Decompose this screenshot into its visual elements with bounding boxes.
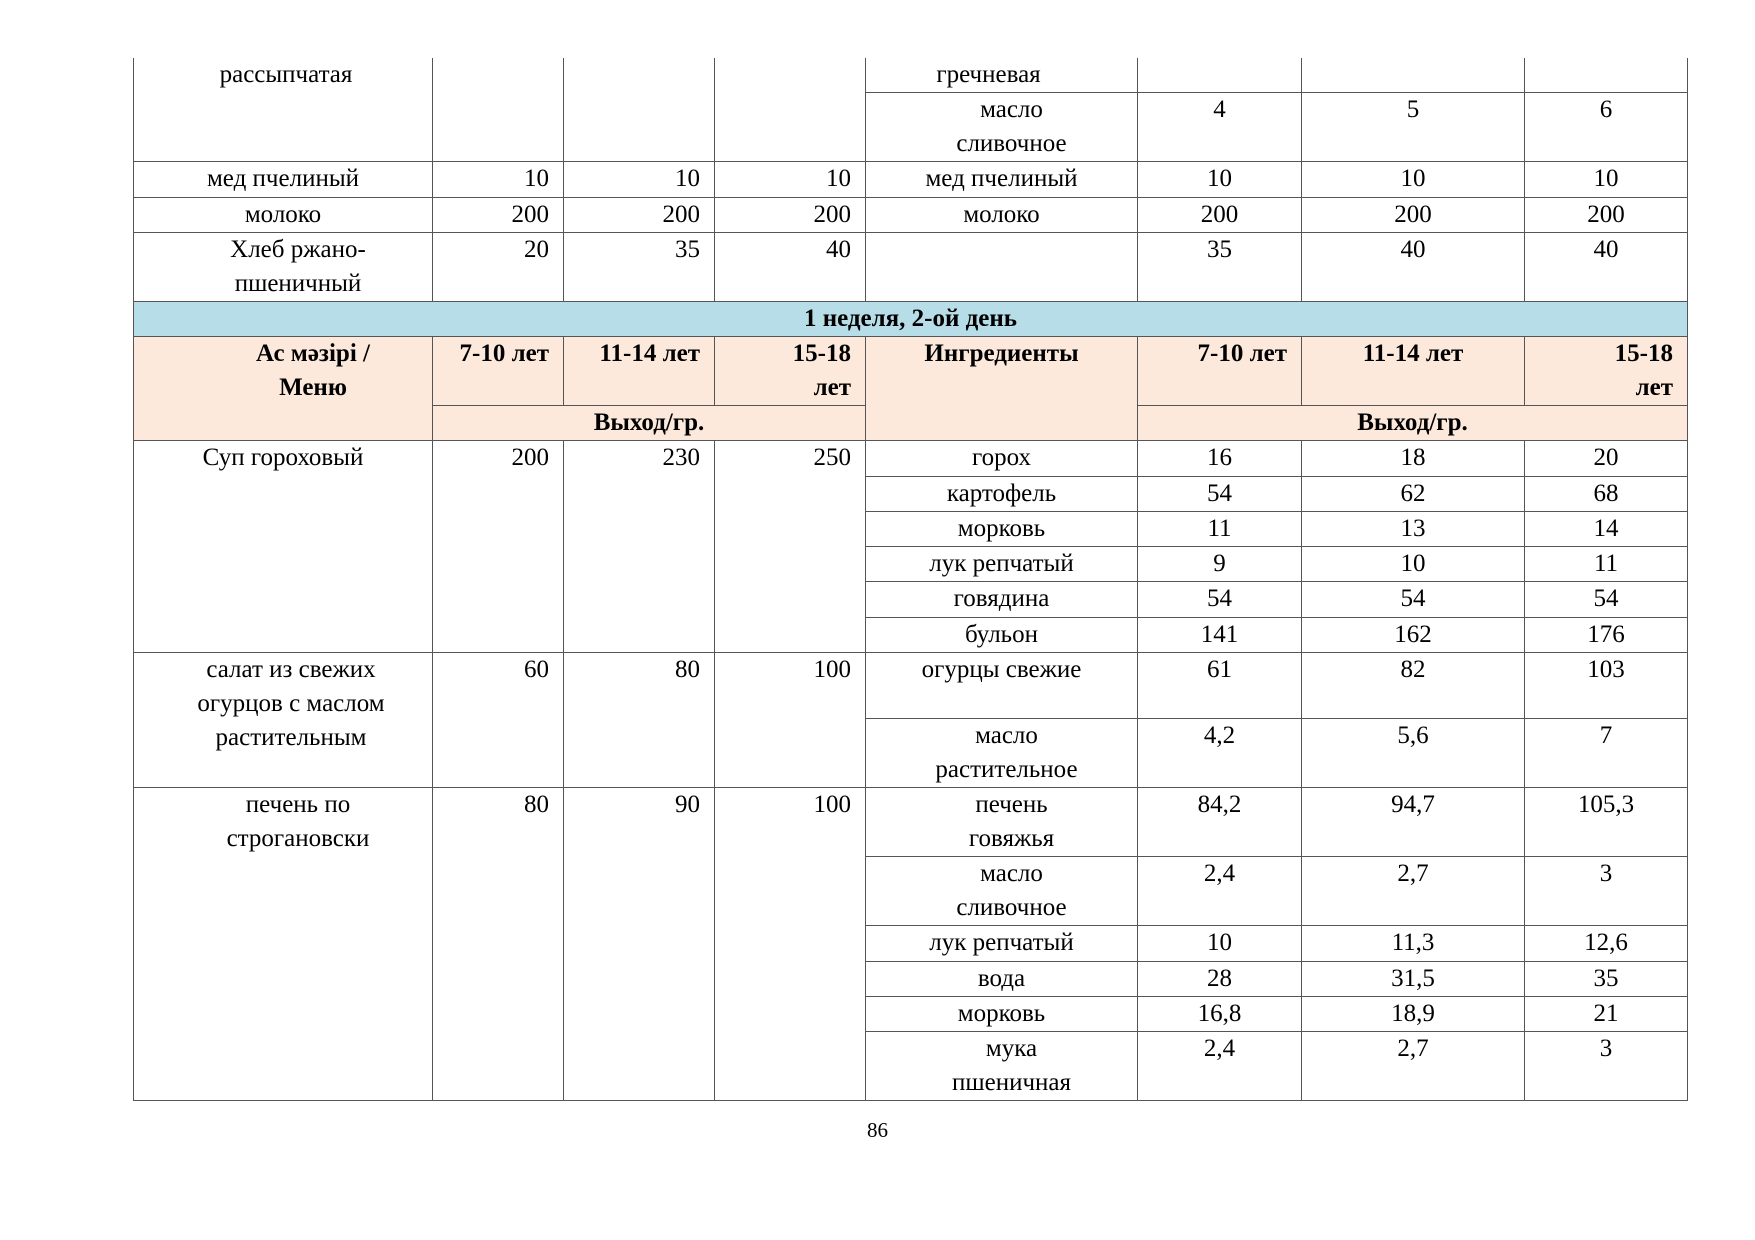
- page-number: 86: [867, 1118, 888, 1142]
- output-header: Выход/гр.: [433, 406, 866, 441]
- age-header: 7-10 лет: [1138, 337, 1302, 406]
- output-cell: 60: [433, 653, 564, 788]
- ingredient-value: 40: [1525, 233, 1688, 302]
- ingredient-value: 61: [1138, 653, 1302, 719]
- ingredient-name: морковь: [866, 997, 1138, 1032]
- output-cell: 80: [564, 653, 715, 788]
- ingredient-name: масло сливочное: [866, 93, 1138, 162]
- ingredient-value: 35: [1138, 233, 1302, 302]
- table-row: [134, 788, 1688, 857]
- ingredient-value: 2,7: [1302, 1032, 1525, 1101]
- ingredient-value: 5,6: [1302, 719, 1525, 788]
- output-cell: 200: [433, 441, 564, 653]
- output-cell: 35: [564, 233, 715, 302]
- ingredient-value: 31,5: [1302, 962, 1525, 997]
- output-cell: 250: [715, 441, 866, 653]
- ingredient-value: 10: [1138, 162, 1302, 198]
- table-row: [134, 58, 1688, 93]
- ingredient-name: масло сливочное: [866, 857, 1138, 926]
- output-cell: 20: [433, 233, 564, 302]
- ingredient-value: 10: [1302, 162, 1525, 198]
- ingredient-value: 10: [1138, 926, 1302, 962]
- ingredient-value: 18: [1302, 441, 1525, 477]
- ingredient-value: 13: [1302, 512, 1525, 547]
- ingredient-value: 40: [1302, 233, 1525, 302]
- ingredient-value: 4: [1138, 93, 1302, 162]
- menu-header: Ас мәзірі / Меню: [134, 337, 433, 441]
- ingredient-value: 20: [1525, 441, 1688, 477]
- table-row: [134, 441, 1688, 477]
- ingredient-name: гречневая: [866, 58, 1138, 93]
- ingredient-value: 16: [1138, 441, 1302, 477]
- ingredient-value: [1138, 58, 1302, 93]
- output-cell: 200: [564, 198, 715, 233]
- ingredient-name: масло растительное: [866, 719, 1138, 788]
- ingredient-value: 18,9: [1302, 997, 1525, 1032]
- ingredient-name: говядина: [866, 582, 1138, 618]
- ingredient-value: 68: [1525, 477, 1688, 512]
- ingredient-value: 35: [1525, 962, 1688, 997]
- ingredient-name: бульон: [866, 618, 1138, 653]
- ingredients-header: Ингредиенты: [866, 337, 1138, 441]
- dish-name: салат из свежих огурцов с маслом растительным: [134, 653, 433, 788]
- ingredient-name: огурцы свежие: [866, 653, 1138, 719]
- dish-name: печень по строгановски: [134, 788, 433, 1101]
- output-cell: 90: [564, 788, 715, 1101]
- ingredient-value: 54: [1525, 582, 1688, 618]
- ingredient-name: мед пчелиный: [866, 162, 1138, 198]
- ingredient-value: 10: [1525, 162, 1688, 198]
- ingredient-value: 16,8: [1138, 997, 1302, 1032]
- ingredient-value: 3: [1525, 1032, 1688, 1101]
- ingredient-value: 84,2: [1138, 788, 1302, 857]
- ingredient-value: 2,4: [1138, 1032, 1302, 1101]
- dish-name: молоко: [134, 198, 433, 233]
- output-cell: [433, 58, 564, 162]
- ingredient-value: 10: [1302, 547, 1525, 582]
- ingredient-name: лук репчатый: [866, 547, 1138, 582]
- ingredient-value: 4,2: [1138, 719, 1302, 788]
- ingredient-value: 7: [1525, 719, 1688, 788]
- ingredient-value: 11: [1525, 547, 1688, 582]
- output-cell: 230: [564, 441, 715, 653]
- age-header: 11-14 лет: [1302, 337, 1525, 406]
- ingredient-name: вода: [866, 962, 1138, 997]
- ingredient-value: 141: [1138, 618, 1302, 653]
- ingredient-value: 6: [1525, 93, 1688, 162]
- output-cell: 100: [715, 653, 866, 788]
- ingredient-value: 2,4: [1138, 857, 1302, 926]
- dish-name: Суп гороховый: [134, 441, 433, 653]
- output-cell: 200: [433, 198, 564, 233]
- output-cell: 10: [715, 162, 866, 198]
- ingredient-value: 21: [1525, 997, 1688, 1032]
- dish-name: рассыпчатая: [134, 58, 433, 162]
- ingredient-name: морковь: [866, 512, 1138, 547]
- ingredient-name: мука пшеничная: [866, 1032, 1138, 1101]
- table-row: [134, 302, 1688, 337]
- ingredient-value: 54: [1302, 582, 1525, 618]
- ingredient-value: 3: [1525, 857, 1688, 926]
- ingredient-value: 9: [1138, 547, 1302, 582]
- age-header: 11-14 лет: [564, 337, 715, 406]
- ingredient-name: горох: [866, 441, 1138, 477]
- dish-name: мед пчелиный: [134, 162, 433, 198]
- output-cell: 80: [433, 788, 564, 1101]
- ingredient-value: 12,6: [1525, 926, 1688, 962]
- age-header: 15-18 лет: [1525, 337, 1688, 406]
- ingredient-name: молоко: [866, 198, 1138, 233]
- header-row: [134, 337, 1688, 406]
- dish-name: Хлеб ржано-пшеничный: [134, 233, 433, 302]
- ingredient-value: 54: [1138, 477, 1302, 512]
- output-header: Выход/гр.: [1138, 406, 1688, 441]
- output-cell: [715, 58, 866, 162]
- ingredient-value: 162: [1302, 618, 1525, 653]
- ingredient-value: 5: [1302, 93, 1525, 162]
- ingredient-name: картофель: [866, 477, 1138, 512]
- ingredient-value: 103: [1525, 653, 1688, 719]
- ingredient-name: печень говяжья: [866, 788, 1138, 857]
- output-cell: 40: [715, 233, 866, 302]
- table-row: [134, 162, 1688, 198]
- ingredient-name: [866, 233, 1138, 302]
- ingredient-value: 54: [1138, 582, 1302, 618]
- output-cell: [564, 58, 715, 162]
- table-row: [134, 233, 1688, 302]
- ingredient-value: 11,3: [1302, 926, 1525, 962]
- age-header: 7-10 лет: [433, 337, 564, 406]
- ingredient-value: 82: [1302, 653, 1525, 719]
- ingredient-value: 2,7: [1302, 857, 1525, 926]
- ingredient-value: 14: [1525, 512, 1688, 547]
- ingredient-value: 62: [1302, 477, 1525, 512]
- ingredient-value: [1302, 58, 1525, 93]
- table-row: [134, 198, 1688, 233]
- output-cell: 10: [564, 162, 715, 198]
- ingredient-value: 11: [1138, 512, 1302, 547]
- ingredient-value: 200: [1525, 198, 1688, 233]
- ingredient-value: 28: [1138, 962, 1302, 997]
- output-cell: 100: [715, 788, 866, 1101]
- section-title: 1 неделя, 2-ой день: [134, 302, 1688, 337]
- output-cell: 10: [433, 162, 564, 198]
- ingredient-value: 176: [1525, 618, 1688, 653]
- age-header: 15-18 лет: [715, 337, 866, 406]
- ingredient-value: [1525, 58, 1688, 93]
- ingredient-value: 94,7: [1302, 788, 1525, 857]
- output-cell: 200: [715, 198, 866, 233]
- ingredient-name: лук репчатый: [866, 926, 1138, 962]
- table-row: [134, 653, 1688, 719]
- ingredient-value: 200: [1138, 198, 1302, 233]
- ingredient-value: 105,3: [1525, 788, 1688, 857]
- menu-table: [133, 58, 1688, 1101]
- ingredient-value: 200: [1302, 198, 1525, 233]
